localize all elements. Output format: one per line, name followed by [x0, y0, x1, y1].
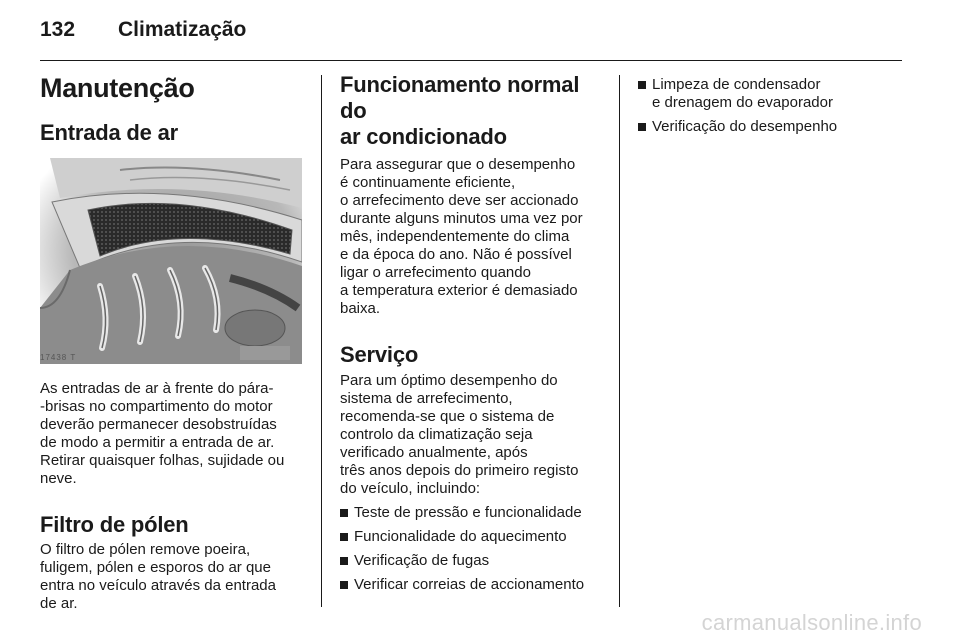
column-divider-1: [321, 75, 322, 607]
bullet-square-icon: [638, 123, 646, 131]
page-header: [40, 18, 246, 48]
column-1: [40, 72, 306, 613]
service-text: Para um óptimo desempenho do sistema de arrefecimento, recomenda-se que o sistema de controlo da climatização seja verificado anualmente, após três anos depois do primeiro registo do veículo, incluindo:: [340, 372, 579, 497]
column-divider-2: [619, 75, 620, 607]
column-3: [638, 72, 900, 136]
bullet-square-icon: [340, 509, 348, 517]
air-intake-drawing: [40, 158, 302, 364]
service-checklist: [340, 504, 608, 594]
page-title: Manutenção: [40, 73, 195, 103]
section-heading-air-intake: Entrada de ar: [40, 120, 179, 145]
normal-ac-text: Para assegurar que o desempenho é continuamente eficiente, o arrefecimento deve ser accionado durante alguns minutos uma vez por mês, independentemente do clima e da época do ano. Não é possível ligar o arrefecimento quando a temperatura exterior é demasiado baixa.: [340, 156, 583, 317]
air-intake-text: As entradas de ar à frente do pára- -brisas no compartimento do motor deverão permanecer desobstruídas de modo a permitir a entrada de ar. Retirar quaisquer folhas, sujidade ou neve.: [40, 380, 285, 487]
bullet-square-icon: [340, 581, 348, 589]
section-heading-normal-ac: Funcionamento normal do ar condicionado: [340, 72, 580, 149]
list-item: Verificação de fugas: [340, 552, 608, 570]
section-heading-pollen-filter: Filtro de pólen: [40, 512, 189, 537]
list-item: Limpeza de condensador e drenagem do evaporador: [638, 76, 900, 112]
service-checklist-continued: [638, 76, 900, 136]
list-item: Funcionalidade do aquecimento: [340, 528, 608, 546]
figure-code: 17438 T: [40, 353, 77, 362]
chapter-title: Climatização: [118, 18, 247, 41]
list-item: Verificar correias de accionamento: [340, 576, 608, 594]
bullet-square-icon: [340, 533, 348, 541]
pollen-filter-text: O filtro de pólen remove poeira, fuligem, pólen e esporos do ar que entra no veículo através da entrada de ar.: [40, 541, 276, 612]
watermark: carmanualsonline.info: [701, 610, 922, 635]
page-number: 132: [40, 18, 76, 41]
header-rule: [40, 60, 902, 61]
section-heading-service: Serviço: [340, 342, 419, 367]
bullet-square-icon: [638, 81, 646, 89]
list-item: Verificação do desempenho: [638, 118, 900, 136]
air-intake-illustration: [40, 158, 302, 364]
list-item: Teste de pressão e funcionalidade: [340, 504, 608, 522]
bullet-square-icon: [340, 557, 348, 565]
column-2: [340, 72, 608, 594]
